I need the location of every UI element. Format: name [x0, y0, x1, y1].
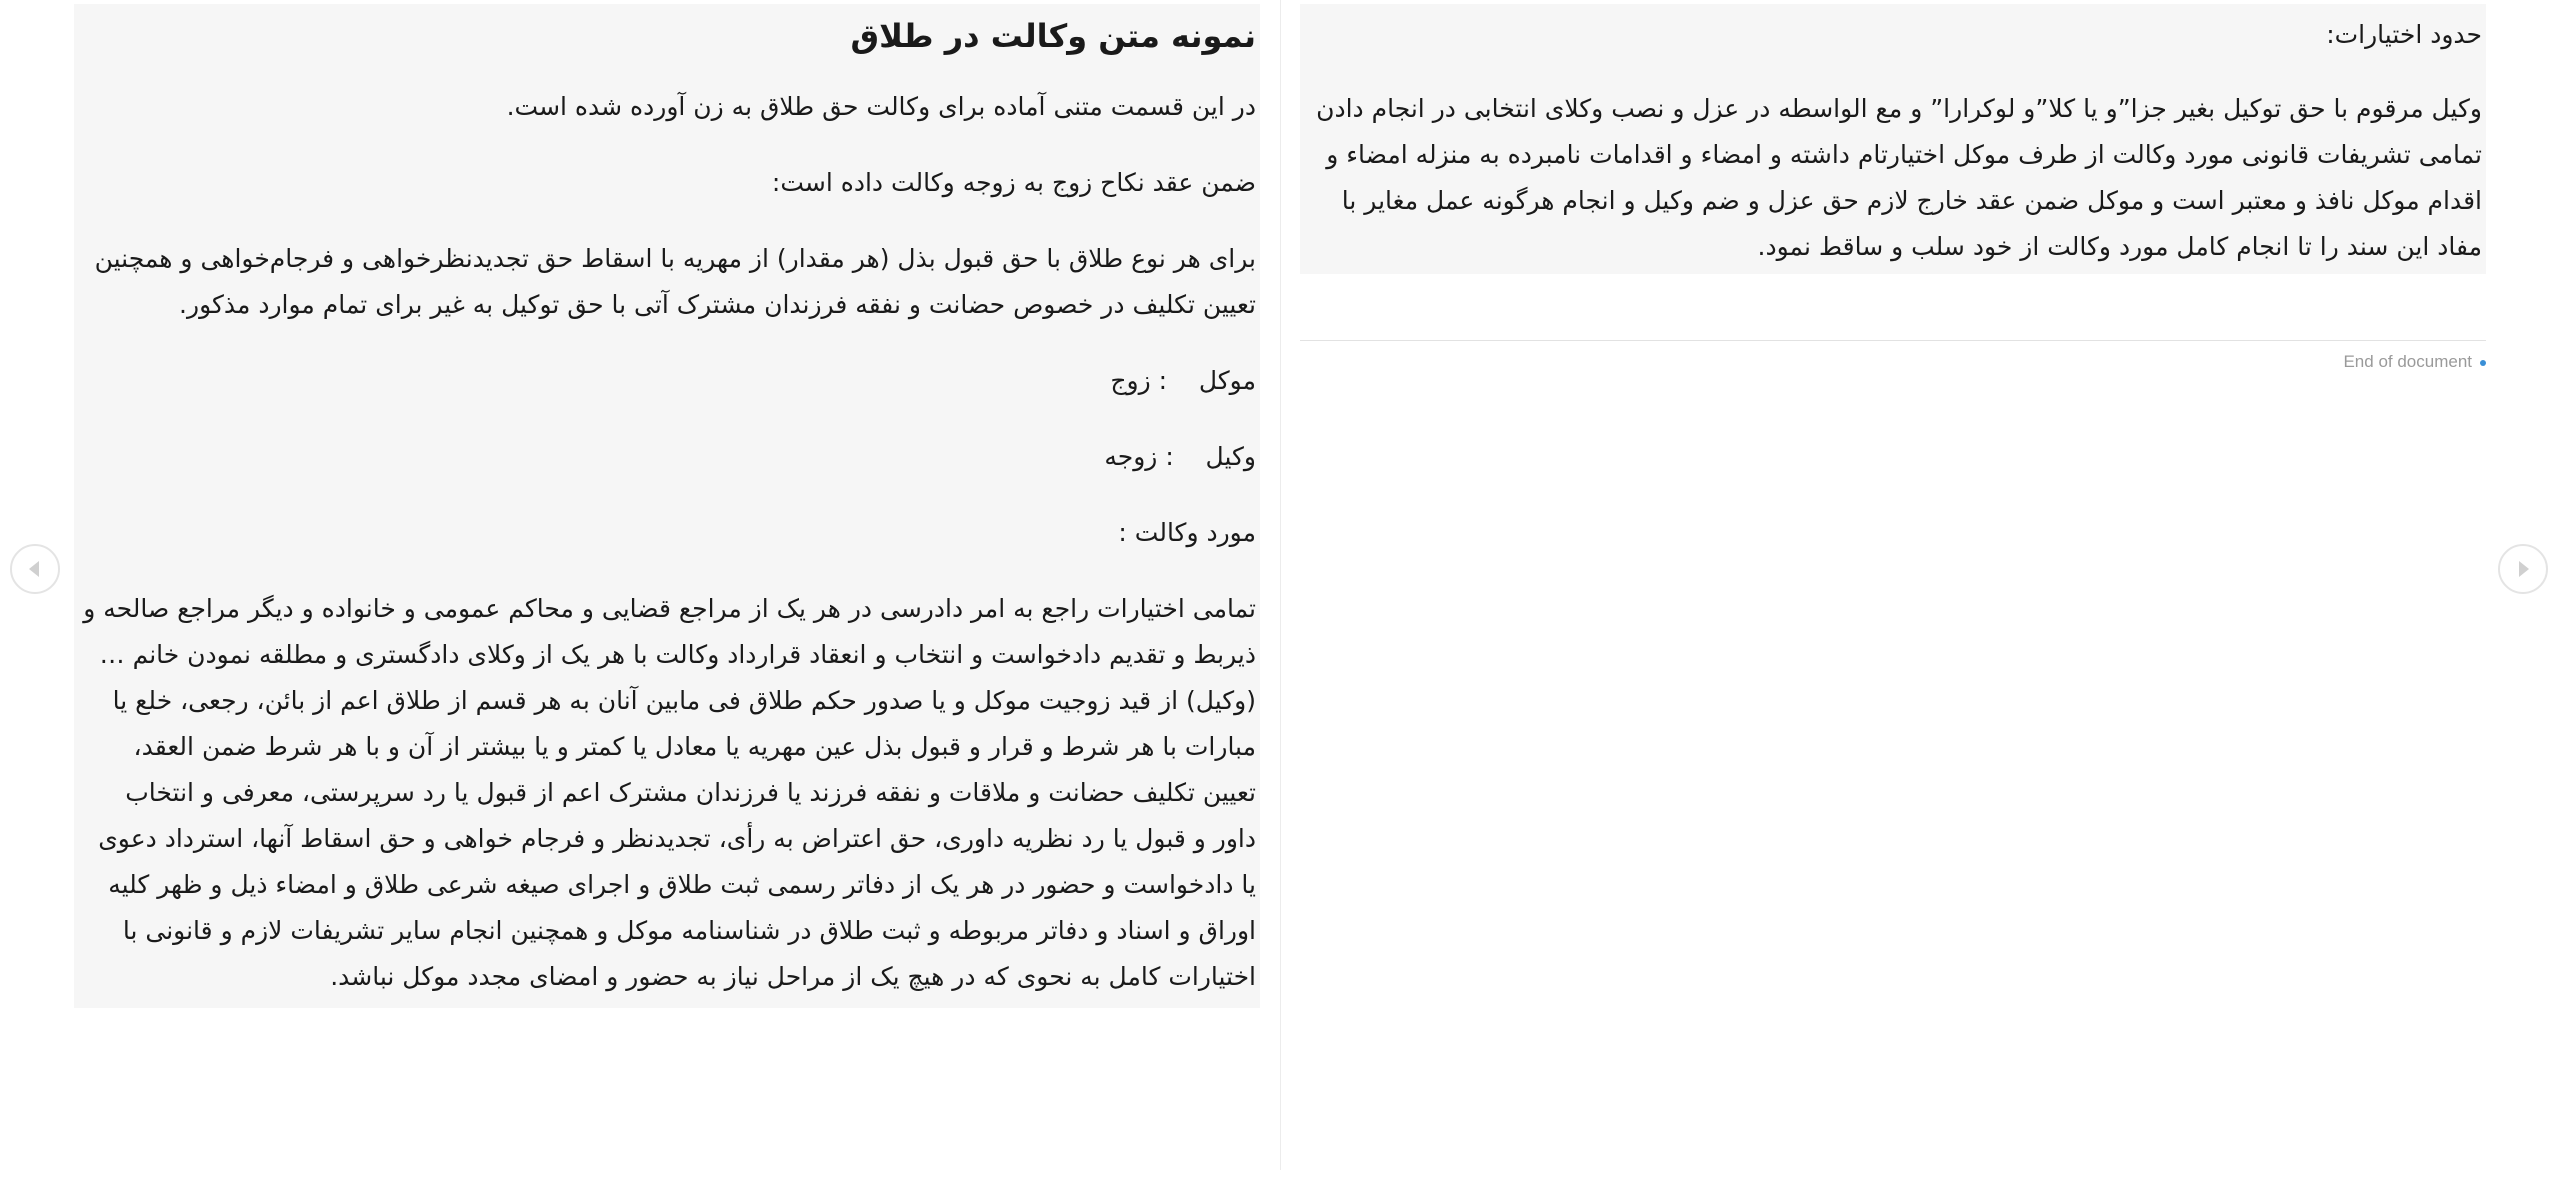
chevron-right-icon — [2500, 546, 2546, 592]
agent-line: وکیل : زوجه — [1104, 442, 1256, 471]
bullet-dot-icon — [2480, 360, 2486, 366]
authority-section — [1300, 4, 2486, 274]
authority-heading: حدود اختیارات: — [2326, 20, 2482, 49]
document-page-left — [74, 4, 1260, 1008]
subject-heading: مورد وکالت : — [1118, 518, 1256, 547]
previous-page-button[interactable] — [10, 544, 60, 594]
end-of-document-label: End of document — [2343, 352, 2472, 371]
chevron-left-icon — [12, 546, 58, 592]
end-of-document-marker — [1300, 352, 2486, 372]
page-title: نمونه متن وکالت در طلاق — [850, 17, 1256, 55]
intro-paragraph: در این قسمت متنی آماده برای وکالت حق طلاق به زن آورده شده است. — [506, 92, 1256, 121]
principal-line: موکل : زوج — [1110, 366, 1256, 395]
scope-paragraph: برای هر نوع طلاق با حق قبول بذل (هر مقدار) از مهریه با اسقاط حق تجدیدنظرخواهی و فرجام‌خواهی و همچنین تعیین تکلیف در خصوص حضانت و نفقه فرزندان مشترک آتی با حق توکیل به غیر برای تمام موارد مذکور. — [94, 244, 1256, 319]
authority-paragraph: وکیل مرقوم با حق توکیل بغیر جزا”و یا کلا”و لوکرارا” و مع الواسطه در عزل و نصب وکلای انتخابی در انجام دادن تمامی تشریفات قانونی مورد وکالت از طرف موکل اختیارتام داشته و امضاء و اقدامات نامبرده به منزله امضاء و اقدام موکل نافذ و معتبر است و موکل ضمن عقد خارج لازم حق عزل و ضم وکیل و انجام هرگونه عمل مغایر با مفاد این سند را تا انجام کامل مورد وکالت از خود سلب و ساقط نمود. — [1316, 94, 2482, 261]
end-divider — [1300, 340, 2486, 341]
subject-paragraph: تمامی اختیارات راجع به امر دادرسی در هر یک از مراجع قضایی و محاکم عمومی و خانواده و دیگر مراجع صالحه و ذیربط و تقدیم دادخواست و انتخاب و انعقاد قرارداد وکالت با هر یک از وکلای دادگستری و مطلقه نمودن خانم … (وکیل) از قید زوجیت موکل و یا صدور حکم طلاق فی مابین آنان به هر قسم از طلاق اعم از بائن، رجعی، خلع یا مبارات با هر شرط و قرار و قبول بذل عین مهریه یا معادل یا کمتر و یا بیشتر از آن و با هر شرط ضمن العقد، تعیین تکلیف حضانت و ملاقات و نفقه فرزند یا فرزندان مشترک اعم از قبول یا رد سرپرستی، معرفی و انتخاب داور و قبول یا رد نظریه داوری، حق اعتراض به رأی، تجدیدنظر و فرجام خواهی و حق اسقاط آنها، استرداد دعوی یا دادخواست و حضور در هر یک از دفاتر رسمی ثبت طلاق و اجرای صیغه شرعی طلاق و امضاء ذیل و ظهر کلیه اوراق و اسناد و دفاتر مربوطه و ثبت طلاق در شناسنامه موکل و همچنین انجام سایر تشریفات لازم و قانونی با اختیارات کامل به نحوی که در هیچ یک از مراحل نیاز به حضور و امضای مجدد موکل نباشد. — [83, 594, 1256, 991]
page-divider — [1280, 0, 1281, 1170]
context-paragraph: ضمن عقد نکاح زوج به زوجه وکالت داده است: — [771, 168, 1256, 197]
document-page-right — [1300, 4, 2486, 274]
next-page-button[interactable] — [2498, 544, 2548, 594]
